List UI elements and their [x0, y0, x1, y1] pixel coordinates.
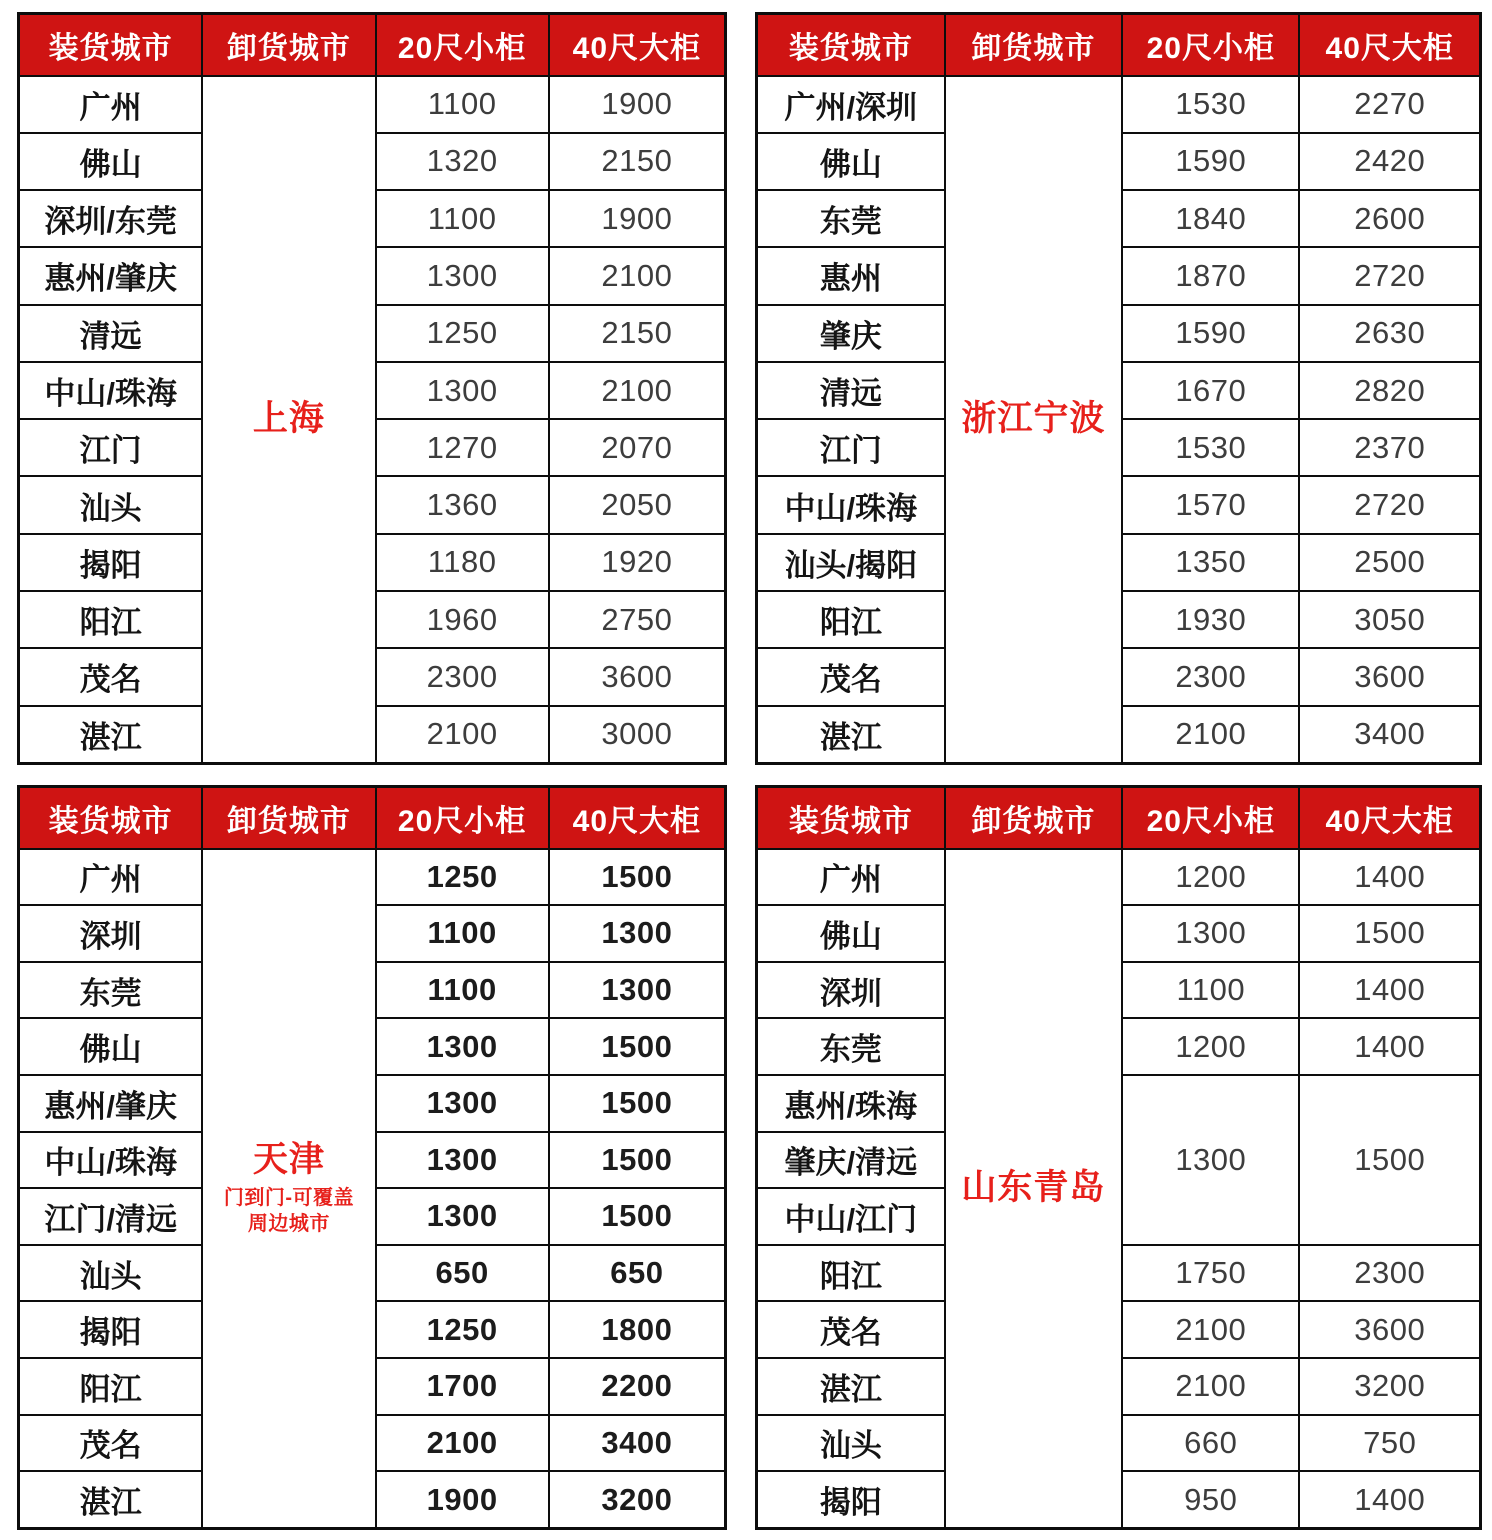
city-cell: 茂名	[757, 1301, 945, 1358]
city-cell: 惠州/珠海	[757, 1075, 945, 1132]
price-20-cell: 1670	[1122, 362, 1299, 419]
price-20-cell: 2100	[1122, 1358, 1299, 1415]
city-cell: 佛山	[757, 133, 945, 190]
price-40-cell: 2420	[1299, 133, 1480, 190]
price-40-cell: 3600	[1299, 1301, 1480, 1358]
table-row	[19, 76, 726, 133]
price-20-cell: 660	[1122, 1415, 1299, 1472]
city-cell: 东莞	[757, 190, 945, 247]
city-cell: 江门/清远	[19, 1188, 203, 1245]
price-40-cell: 750	[1299, 1415, 1480, 1472]
header-40ft: 40尺大柜	[549, 14, 726, 76]
price-40-cell: 2630	[1299, 305, 1480, 362]
price-40-cell: 2750	[549, 591, 726, 648]
price-40-cell: 1500	[549, 1188, 726, 1245]
header-row	[19, 14, 726, 76]
price-20-cell: 1250	[376, 1301, 549, 1358]
city-cell: 清远	[757, 362, 945, 419]
price-40-cell: 2150	[549, 133, 726, 190]
price-20-cell: 1350	[1122, 534, 1299, 591]
price-20-cell: 2300	[376, 648, 549, 705]
price-20-cell: 2300	[1122, 648, 1299, 705]
header-loading-city: 装货城市	[757, 14, 945, 76]
header-row	[19, 787, 726, 849]
city-cell: 湛江	[757, 1358, 945, 1415]
city-cell: 阳江	[757, 1245, 945, 1302]
city-cell: 广州	[757, 849, 945, 906]
destination-label: 上海	[252, 399, 325, 439]
price-20-cell: 2100	[376, 706, 549, 764]
price-40-cell: 1500	[549, 1018, 726, 1075]
price-40-cell: 3400	[549, 1415, 726, 1472]
destination-cell	[945, 76, 1122, 764]
price-20-cell: 1100	[376, 190, 549, 247]
city-cell: 广州	[19, 849, 203, 906]
city-cell: 惠州/肇庆	[19, 247, 203, 304]
price-20-cell: 1300	[376, 1018, 549, 1075]
city-cell: 湛江	[19, 706, 203, 764]
city-cell: 汕头/揭阳	[757, 534, 945, 591]
price-20-cell: 1200	[1122, 849, 1299, 906]
price-40-cell: 2600	[1299, 190, 1480, 247]
price-40-cell: 3000	[549, 706, 726, 764]
header-unloading-city: 卸货城市	[202, 787, 375, 849]
city-cell: 东莞	[19, 962, 203, 1019]
price-40-cell: 1300	[549, 905, 726, 962]
price-20-cell: 1360	[376, 476, 549, 533]
price-40-cell: 2270	[1299, 76, 1480, 133]
city-cell: 中山/珠海	[757, 476, 945, 533]
price-40-cell: 1400	[1299, 1471, 1480, 1528]
destination-note: 门到门-可覆盖 周边城市	[223, 1186, 354, 1235]
price-20-cell: 950	[1122, 1471, 1299, 1528]
price-20-cell: 1250	[376, 849, 549, 906]
price-40-cell: 1500	[549, 849, 726, 906]
price-40-cell: 2500	[1299, 534, 1480, 591]
destination-label: 山东青岛	[961, 1168, 1106, 1208]
rate-table-shanghai	[17, 12, 727, 765]
header-20ft: 20尺小柜	[1122, 787, 1299, 849]
destination-label: 天津	[252, 1139, 325, 1179]
price-20-cell: 1300	[376, 362, 549, 419]
city-cell: 茂名	[19, 648, 203, 705]
price-20-cell: 1320	[376, 133, 549, 190]
price-20-cell: 1300	[1122, 905, 1299, 962]
city-cell: 汕头	[19, 1245, 203, 1302]
header-20ft: 20尺小柜	[376, 14, 549, 76]
price-20-cell: 1180	[376, 534, 549, 591]
price-20-cell: 1100	[376, 76, 549, 133]
price-40-cell: 2100	[549, 247, 726, 304]
price-20-cell: 1270	[376, 419, 549, 476]
price-40-cell: 1500	[549, 1132, 726, 1189]
price-20-cell: 1570	[1122, 476, 1299, 533]
price-20-cell: 1100	[376, 905, 549, 962]
price-20-cell: 1900	[376, 1471, 549, 1528]
price-20-cell: 2100	[376, 1415, 549, 1472]
price-40-cell: 3200	[1299, 1358, 1480, 1415]
city-cell: 深圳/东莞	[19, 190, 203, 247]
city-cell: 湛江	[757, 706, 945, 764]
city-cell: 江门	[19, 419, 203, 476]
city-cell: 中山/珠海	[19, 1132, 203, 1189]
price-20-cell: 2100	[1122, 706, 1299, 764]
price-20-cell: 2100	[1122, 1301, 1299, 1358]
city-cell: 肇庆/清远	[757, 1132, 945, 1189]
price-40-cell: 3600	[1299, 648, 1480, 705]
price-40-cell: 2100	[549, 362, 726, 419]
price-20-cell: 1300	[376, 1075, 549, 1132]
city-cell: 汕头	[19, 476, 203, 533]
city-cell: 揭阳	[19, 534, 203, 591]
header-row	[757, 14, 1481, 76]
price-40-cell: 3400	[1299, 706, 1480, 764]
city-cell: 揭阳	[757, 1471, 945, 1528]
header-loading-city: 装货城市	[19, 787, 203, 849]
rate-table-ningbo	[755, 12, 1482, 765]
price-40-cell: 2150	[549, 305, 726, 362]
city-cell: 茂名	[757, 648, 945, 705]
table-row	[757, 76, 1481, 133]
price-40-cell: 2820	[1299, 362, 1480, 419]
price-20-cell: 1530	[1122, 419, 1299, 476]
price-40-cell: 2070	[549, 419, 726, 476]
destination-cell	[202, 76, 375, 764]
header-20ft: 20尺小柜	[1122, 14, 1299, 76]
city-cell: 清远	[19, 305, 203, 362]
city-cell: 佛山	[19, 133, 203, 190]
price-20-cell: 1590	[1122, 133, 1299, 190]
price-40-cell: 3200	[549, 1471, 726, 1528]
price-40-cell: 2200	[549, 1358, 726, 1415]
city-cell: 茂名	[19, 1415, 203, 1472]
header-unloading-city: 卸货城市	[945, 14, 1122, 76]
price-40-cell: 1300	[549, 962, 726, 1019]
price-40-cell: 1400	[1299, 849, 1480, 906]
header-unloading-city: 卸货城市	[945, 787, 1122, 849]
price-40-cell: 3600	[549, 648, 726, 705]
price-20-cell-merged: 1300	[1122, 1075, 1299, 1245]
header-loading-city: 装货城市	[757, 787, 945, 849]
price-40-cell: 1900	[549, 76, 726, 133]
city-cell: 惠州/肇庆	[19, 1075, 203, 1132]
table-row	[757, 849, 1481, 906]
price-20-cell: 1700	[376, 1358, 549, 1415]
price-40-cell: 1900	[549, 190, 726, 247]
city-cell: 中山/江门	[757, 1188, 945, 1245]
city-cell: 肇庆	[757, 305, 945, 362]
price-40-cell: 2720	[1299, 476, 1480, 533]
city-cell: 中山/珠海	[19, 362, 203, 419]
price-40-cell: 650	[549, 1245, 726, 1302]
city-cell: 汕头	[757, 1415, 945, 1472]
price-20-cell: 1300	[376, 1188, 549, 1245]
price-40-cell: 2720	[1299, 247, 1480, 304]
rate-table-tianjin	[17, 785, 727, 1530]
city-cell: 广州/深圳	[757, 76, 945, 133]
rate-table-qingdao	[755, 785, 1482, 1530]
city-cell: 阳江	[757, 591, 945, 648]
header-40ft: 40尺大柜	[1299, 787, 1480, 849]
price-40-cell-merged: 1500	[1299, 1075, 1480, 1245]
table-row	[19, 849, 726, 906]
city-cell: 广州	[19, 76, 203, 133]
price-20-cell: 1250	[376, 305, 549, 362]
city-cell: 佛山	[757, 905, 945, 962]
price-40-cell: 2300	[1299, 1245, 1480, 1302]
destination-cell	[202, 849, 375, 1529]
city-cell: 阳江	[19, 1358, 203, 1415]
destination-label: 浙江宁波	[961, 399, 1106, 439]
city-cell: 湛江	[19, 1471, 203, 1528]
price-20-cell: 1530	[1122, 76, 1299, 133]
city-cell: 深圳	[757, 962, 945, 1019]
city-cell: 佛山	[19, 1018, 203, 1075]
price-20-cell: 1840	[1122, 190, 1299, 247]
header-unloading-city: 卸货城市	[202, 14, 375, 76]
price-40-cell: 1400	[1299, 962, 1480, 1019]
price-20-cell: 1590	[1122, 305, 1299, 362]
price-20-cell: 1750	[1122, 1245, 1299, 1302]
city-cell: 阳江	[19, 591, 203, 648]
city-cell: 揭阳	[19, 1301, 203, 1358]
city-cell: 江门	[757, 419, 945, 476]
price-20-cell: 1300	[376, 247, 549, 304]
destination-cell	[945, 849, 1122, 1529]
price-40-cell: 1920	[549, 534, 726, 591]
price-40-cell: 1800	[549, 1301, 726, 1358]
price-20-cell: 1100	[1122, 962, 1299, 1019]
price-20-cell: 650	[376, 1245, 549, 1302]
price-20-cell: 1300	[376, 1132, 549, 1189]
price-20-cell: 1100	[376, 962, 549, 1019]
header-40ft: 40尺大柜	[549, 787, 726, 849]
price-20-cell: 1930	[1122, 591, 1299, 648]
header-loading-city: 装货城市	[19, 14, 203, 76]
price-40-cell: 2050	[549, 476, 726, 533]
city-cell: 东莞	[757, 1018, 945, 1075]
price-40-cell: 3050	[1299, 591, 1480, 648]
city-cell: 惠州	[757, 247, 945, 304]
price-20-cell: 1870	[1122, 247, 1299, 304]
header-40ft: 40尺大柜	[1299, 14, 1480, 76]
header-20ft: 20尺小柜	[376, 787, 549, 849]
price-20-cell: 1960	[376, 591, 549, 648]
price-40-cell: 1500	[1299, 905, 1480, 962]
city-cell: 深圳	[19, 905, 203, 962]
price-40-cell: 2370	[1299, 419, 1480, 476]
price-40-cell: 1500	[549, 1075, 726, 1132]
price-20-cell: 1200	[1122, 1018, 1299, 1075]
header-row	[757, 787, 1481, 849]
price-40-cell: 1400	[1299, 1018, 1480, 1075]
